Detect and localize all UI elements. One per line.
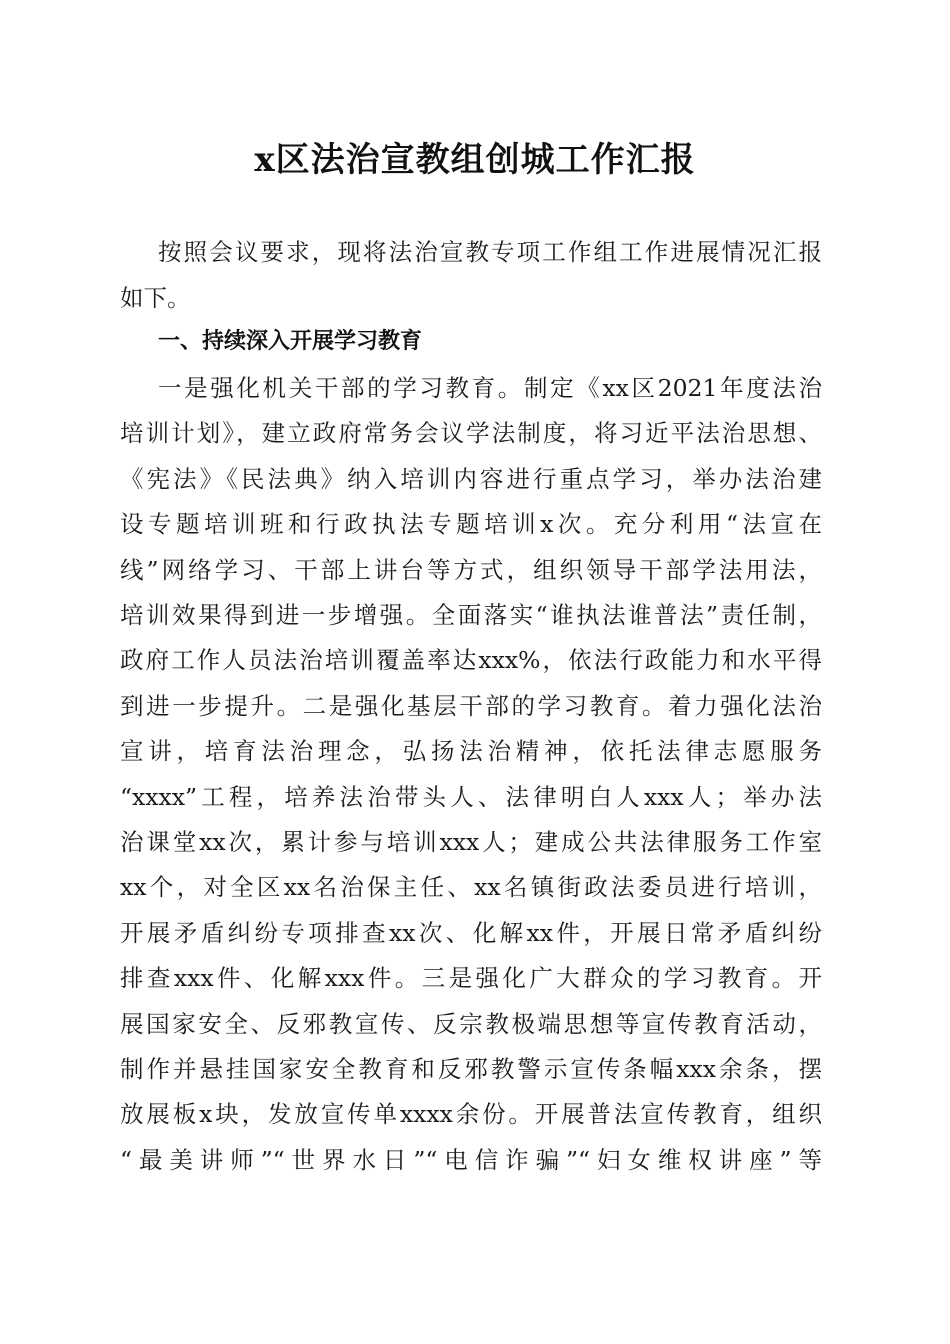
paragraph-line-13: 治课堂xx次，累计参与培训xxx人；建成公共法律服务工作室 bbox=[120, 828, 822, 856]
document-title: x区法治宣教组创城工作汇报 bbox=[254, 140, 696, 180]
paragraph-line-14: xx个，对全区xx名治保主任、xx名镇街政法委员进行培训， bbox=[120, 873, 822, 901]
paragraph-line-4: 培训计划》，建立政府常务会议学法制度，将习近平法治思想、 bbox=[120, 419, 822, 447]
paragraph-line-8: 培训效果得到进一步增强。全面落实“谁执法谁普法”责任制， bbox=[120, 601, 822, 629]
paragraph-line-17: 展国家安全、反邪教宣传、反宗教极端思想等宣传教育活动， bbox=[120, 1010, 822, 1038]
paragraph-line-18: 制作并悬挂国家安全教育和反邪教警示宣传条幅xxx余条，摆 bbox=[120, 1055, 822, 1083]
paragraph-line-19: 放展板x块，发放宣传单xxxx余份。开展普法宣传教育，组织 bbox=[120, 1100, 822, 1128]
paragraph-line-5: 《宪法》《民法典》纳入培训内容进行重点学习，举办法治建 bbox=[120, 465, 822, 493]
paragraph-line-20: “最美讲师”“世界水日”“电信诈骗”“妇女维权讲座”等 bbox=[120, 1146, 822, 1174]
paragraph-line-15: 开展矛盾纠纷专项排查xx次、化解xx件，开展日常矛盾纠纷 bbox=[120, 919, 822, 947]
paragraph-line-9: 政府工作人员法治培训覆盖率达xxx%，依法行政能力和水平得 bbox=[120, 646, 822, 674]
paragraph-line-2: 如下。 bbox=[120, 284, 191, 312]
paragraph-line-10: 到进一步提升。二是强化基层干部的学习教育。着力强化法治 bbox=[120, 692, 822, 720]
paragraph-line-16: 排查xxx件、化解xxx件。三是强化广大群众的学习教育。开 bbox=[120, 964, 822, 992]
paragraph-line-11: 宣讲，培育法治理念，弘扬法治精神，依托法律志愿服务 bbox=[120, 737, 822, 765]
paragraph-line-6: 设专题培训班和行政执法专题培训x次。充分利用“法宣在 bbox=[120, 510, 822, 538]
paragraph-line-3: 一是强化机关干部的学习教育。制定《xx区2021年度法治 bbox=[158, 374, 822, 402]
paragraph-line-12: “xxxx”工程，培养法治带头人、法律明白人xxx人；举办法 bbox=[120, 783, 822, 811]
section-heading-1: 一、持续深入开展学习教育 bbox=[158, 329, 423, 354]
paragraph-line-1: 按照会议要求，现将法治宣教专项工作组工作进展情况汇报 bbox=[158, 238, 822, 266]
paragraph-line-7: 线”网络学习、干部上讲台等方式，组织领导干部学法用法， bbox=[120, 556, 822, 584]
